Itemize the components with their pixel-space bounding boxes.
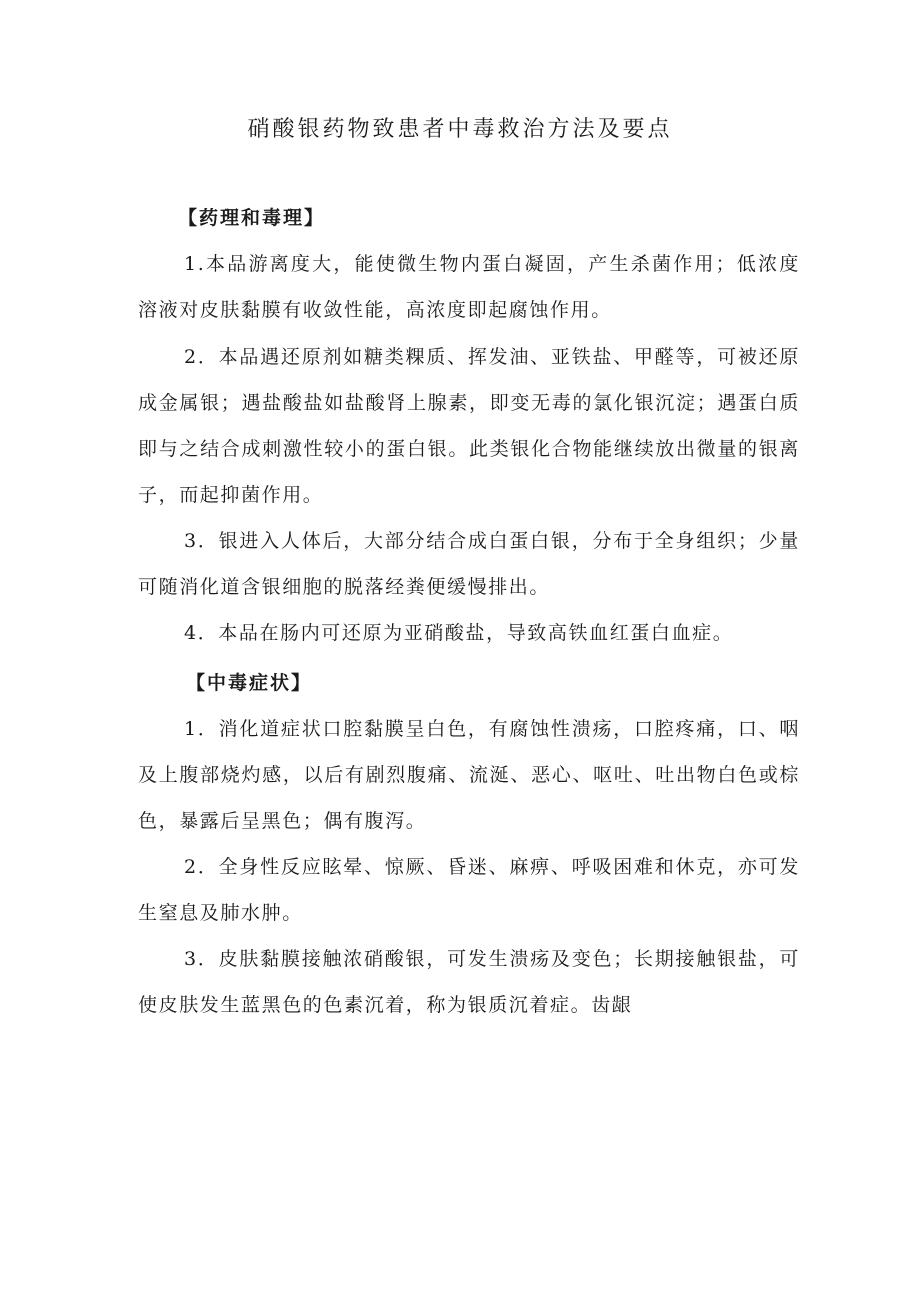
paragraph: 2．全身性反应眩晕、惊厥、昏迷、麻痹、呼吸困难和休克，亦可发生窒息及肺水肿。: [138, 856, 800, 924]
paragraph: 2．本品遇还原剂如糖类粿质、挥发油、亚铁盐、甲醛等，可被还原成金属银；遇盐酸盐如盐酸肾上腺素，即变无毒的氯化银沉淀；遇蛋白质即与之结合成刺激性较小的蛋白银。此类银化合物能继续放出微量的银离子，而起抑菌作用。: [138, 346, 800, 506]
section-heading-symptoms: 【中毒症状】: [186, 672, 313, 694]
section-heading-pharmacology: 【药理和毒理】: [178, 207, 326, 229]
document-title: 硝酸银药物致患者中毒救治方法及要点: [247, 117, 673, 142]
paragraph: 1.本品游离度大，能使微生物内蛋白凝固，产生杀菌作用；低浓度溶液对皮肤黏膜有收敛性能，高浓度即起腐蚀作用。: [138, 253, 800, 321]
paragraph: 1．消化道症状口腔黏膜呈白色，有腐蚀性溃疡，口腔疼痛，口、咽及上腹部烧灼感，以后有剧烈腹痛、流涎、恶心、呕吐、吐出物白色或棕色，暴露后呈黑色；偶有腹泻。: [138, 718, 800, 832]
document-body: [138, 195, 800, 1028]
paragraph: 3．皮肤黏膜接触浓硝酸银，可发生溃疡及变色；长期接触银盐，可使皮肤发生蓝黑色的色素沉着，称为银质沉着症。齿龈: [138, 948, 800, 1016]
paragraph: 3．银进入人体后，大部分结合成白蛋白银，分布于全身组织；少量可随消化道含银细胞的脱落经粪便缓慢排出。: [138, 530, 800, 598]
paragraph: 4．本品在肠内可还原为亚硝酸盐，导致高铁血红蛋白血症。: [184, 622, 734, 644]
